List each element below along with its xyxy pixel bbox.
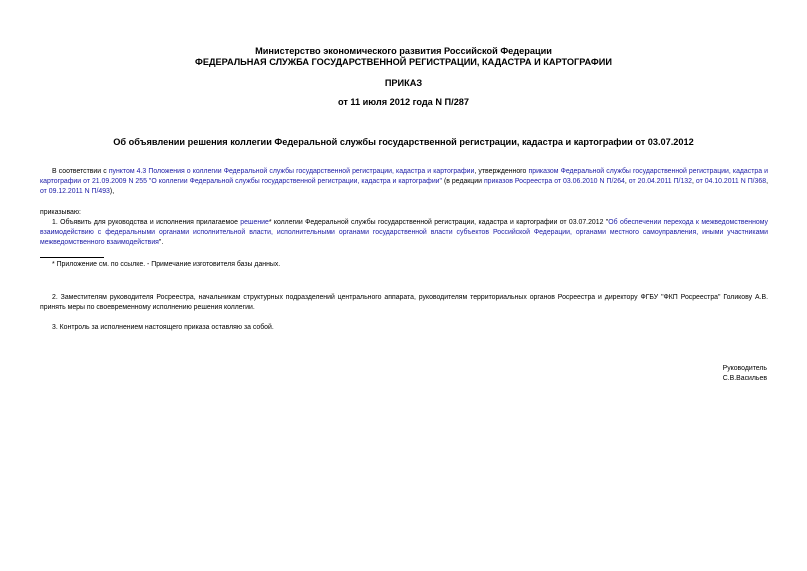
footnote-divider — [40, 257, 104, 258]
preamble-text-3: (в редакции — [441, 178, 484, 186]
item-1-text-2: * коллегии Федеральной службы государственной регистрации, кадастра и картографии от 03.07.2012 " — [268, 219, 609, 226]
document-date-number: от 11 июля 2012 года N П/287 — [337, 97, 470, 107]
order-word: приказываю: — [40, 209, 81, 216]
link-regulation-clause[interactable]: пунктом 4.3 Положения о коллегии Федеральной службы государственной регистрации, кадастра и картографии — [108, 168, 475, 175]
signature-position: Руководитель — [722, 365, 767, 372]
preamble-text-2: , утвержденного — [474, 168, 529, 175]
preamble-text-4: , — [624, 178, 629, 186]
item-1-text-1: 1. Объявить для руководства и исполнения прилагаемое — [52, 219, 241, 226]
preamble-text-5: , — [691, 178, 696, 186]
service-name: ФЕДЕРАЛЬНАЯ СЛУЖБА ГОСУДАРСТВЕННОЙ РЕГИСТРАЦИИ, КАДАСТРА И КАРТОГРАФИИ — [195, 57, 612, 67]
link-order-p368[interactable]: от 04.10.2011 N П/368 — [695, 178, 767, 186]
preamble-text-7: ), — [109, 188, 115, 196]
item-1-text-3: ". — [158, 239, 164, 247]
item-2-paragraph: 2. Заместителям руководителя Росреестра, начальникам структурных подразделений центрального аппарата, руководителям территориальных органов Росреестра и директору ФГБУ "ФКП Росреестра" Голикову А.В. принять меры по своевременному исполнению решения коллегии. — [40, 294, 768, 312]
link-order-255[interactable]: приказом Федеральной службы государственной регистрации, кадастра и картографии от 21.09.2009 N 255 "О коллегии Федеральной службы государственной регистрации, кадастра и картографии" — [40, 168, 768, 186]
ministry-name: Министерство экономического развития Российской Федерации — [255, 46, 552, 56]
link-order-p264[interactable]: приказов Росреестра от 03.06.2010 N П/264 — [483, 178, 625, 186]
preamble-text-1: В соответствии с — [52, 168, 109, 175]
link-order-p493[interactable]: от 09.12.2011 N П/493 — [40, 188, 110, 196]
item-3-paragraph: 3. Контроль за исполнением настоящего приказа оставляю за собой. — [52, 324, 274, 331]
document-type: ПРИКАЗ — [384, 78, 423, 88]
link-order-p132[interactable]: от 20.04.2011 П/132 — [628, 178, 692, 186]
document-title: Об объявлении решения коллегии Федеральной службы государственной регистрации, кадастра и картографии от 03.07.2012 — [113, 137, 694, 147]
item-1-paragraph — [40, 218, 768, 249]
link-decision[interactable]: решение — [240, 219, 269, 226]
preamble-paragraph — [40, 167, 768, 198]
signature-name: С.В.Васильев — [722, 375, 767, 382]
preamble-text-6: , — [766, 178, 768, 186]
link-decision-title[interactable]: Об обеспечении перехода к межведомственному взаимодействию с федеральными органами исполнительной власти, исполнительными органами государственной власти субъектов Российской Федерации, органами местного самоуправления, иными участниками межведомственного взаимодействия — [40, 219, 768, 247]
footnote: * Приложение см. по ссылке. - Примечание изготовителя базы данных. — [52, 261, 281, 268]
